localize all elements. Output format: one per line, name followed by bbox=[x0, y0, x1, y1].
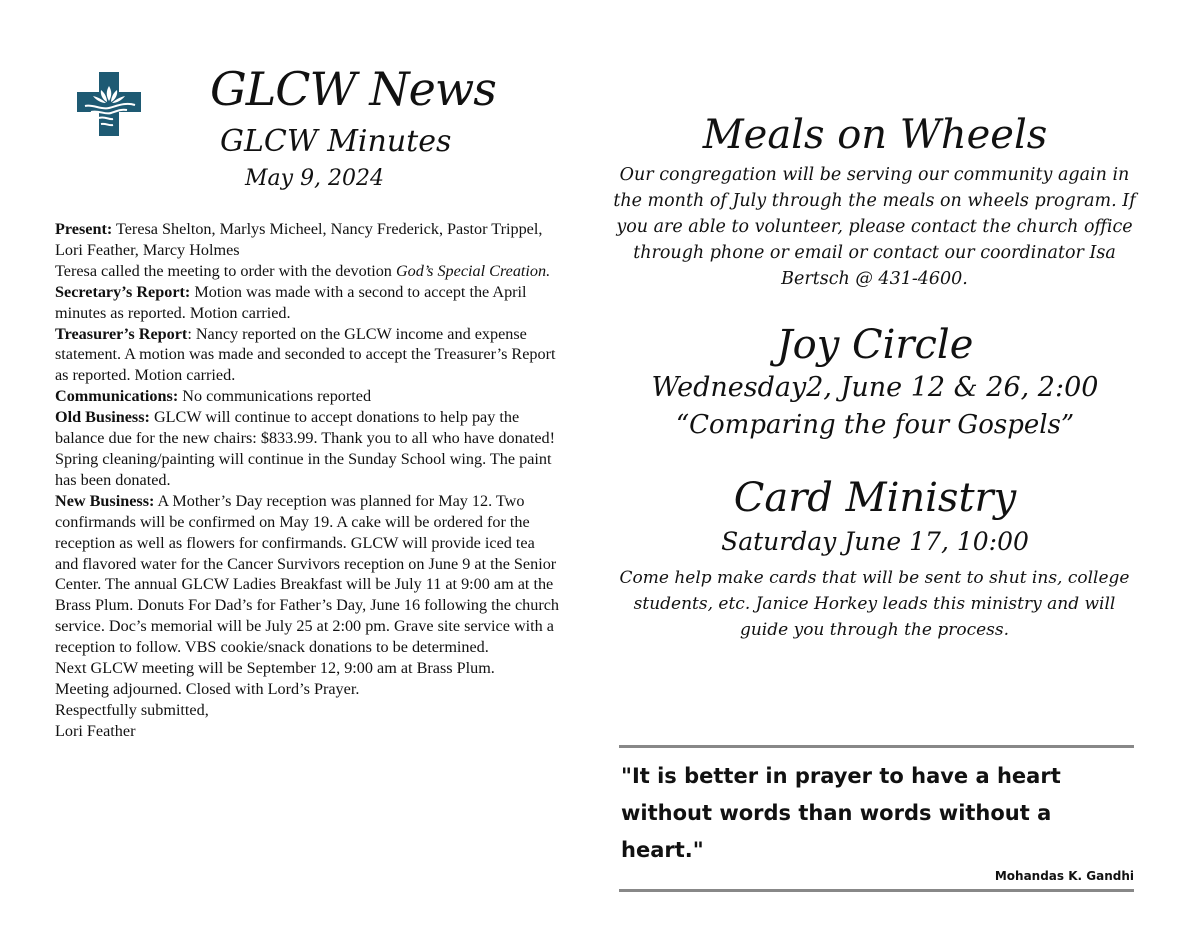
minutes-paragraph bbox=[55, 282, 560, 324]
joy-circle-when: Wednesday2, June 12 & 26, 2:00 bbox=[651, 372, 1099, 403]
newsletter-title: GLCW News bbox=[210, 62, 496, 116]
minutes-text: Motion was made with a second to accept the April minutes as reported. Motion carried. bbox=[55, 282, 527, 322]
minutes-paragraph bbox=[55, 324, 560, 387]
minutes-text: Lori Feather bbox=[55, 721, 136, 740]
minutes-label: Treasurer’s Report bbox=[55, 324, 188, 343]
joy-circle-topic: “Comparing the four Gospels” bbox=[675, 410, 1075, 440]
quote-line: without words than words without a heart." bbox=[621, 801, 1052, 862]
quote-author: Mohandas K. Gandhi bbox=[994, 869, 1134, 883]
minutes-paragraph bbox=[55, 219, 560, 261]
quote-line: "It is better in prayer to have a heart bbox=[621, 764, 1061, 788]
minutes-label: Communications: bbox=[55, 387, 179, 406]
minutes-paragraph bbox=[55, 407, 560, 449]
minutes-label: Secretary’s Report: bbox=[55, 282, 191, 301]
minutes-text: Next GLCW meeting will be September 12, 9:00 am at Brass Plum. bbox=[55, 659, 495, 678]
church-cross-logo bbox=[77, 72, 141, 136]
minutes-paragraph bbox=[55, 679, 560, 700]
minutes-text: GLCW will continue to accept donations to help pay the balance due for the new chairs: $833.99. Thank you to all who have donated! bbox=[55, 408, 556, 448]
card-ministry-body: Come help make cards that will be sent to shut ins, college students, etc. Janice Horkey leads this ministry and will guide you through the process. bbox=[619, 568, 1130, 640]
meals-body: Our congregation will be serving our community again in the month of July through the meals on wheels program. If you are able to volunteer, please contact the church office through phone or email or contact our coordinator Isa Bertsch @ 431-4600. bbox=[613, 165, 1136, 289]
minutes-paragraph bbox=[55, 261, 560, 282]
minutes-heading: GLCW Minutes bbox=[220, 124, 452, 159]
minutes-text: Teresa Shelton, Marlys Micheel, Nancy Frederick, Pastor Trippel, Lori Feather, Marcy Holmes bbox=[55, 220, 543, 259]
minutes-paragraph bbox=[55, 386, 560, 407]
minutes-label: Present: bbox=[55, 220, 113, 238]
minutes-text: Respectfully submitted, bbox=[55, 700, 209, 719]
minutes-paragraph bbox=[55, 491, 560, 658]
minutes-text: : Nancy reported on the GLCW income and expense statement. A motion was made and seconded to accept the Treasurer’s Report as reported. Motion carried. bbox=[55, 324, 556, 385]
card-ministry-title: Card Ministry bbox=[733, 475, 1017, 521]
minutes-text: Teresa called the meeting to order with the devotion bbox=[55, 261, 396, 280]
minutes-paragraph bbox=[55, 721, 560, 742]
card-ministry-when: Saturday June 17, 10:00 bbox=[721, 527, 1029, 556]
minutes-date: May 9, 2024 bbox=[245, 166, 385, 191]
minutes-paragraph bbox=[55, 700, 560, 721]
minutes-label: New Business: bbox=[55, 491, 155, 510]
minutes-text: Meeting adjourned. Closed with Lord’s Prayer. bbox=[55, 679, 360, 698]
minutes-text: Spring cleaning/painting will continue in the Sunday School wing. The paint has been donated. bbox=[55, 449, 552, 489]
minutes-text: A Mother’s Day reception was planned for May 12. Two confirmands will be confirmed on May 19. A cake will be ordered for the reception as well as flowers for confirmands. GLCW will provide iced tea and flavored water for the Cancer Survivors reception on June 9 at the Senior Center. The annual GLCW Ladies Breakfast will be July 11 at 9:00 am at the Brass Plum. Donuts For Dad’s for Father’s Day, June 16 following the church service. Doc’s memorial will be July 25 at 2:00 pm. Grave site service with a reception to follow. VBS cookie/snack donations to be determined. bbox=[55, 491, 560, 657]
minutes-paragraph bbox=[55, 449, 560, 491]
minutes-paragraph bbox=[55, 658, 560, 679]
quote-box bbox=[619, 745, 1134, 892]
meals-title: Meals on Wheels bbox=[702, 112, 1048, 158]
minutes-text: No communications reported bbox=[178, 387, 372, 406]
minutes-label: Old Business: bbox=[55, 408, 150, 427]
minutes-body bbox=[55, 219, 560, 742]
joy-circle-title: Joy Circle bbox=[776, 322, 974, 368]
devotion-title: God’s Special Creation. bbox=[395, 261, 551, 280]
